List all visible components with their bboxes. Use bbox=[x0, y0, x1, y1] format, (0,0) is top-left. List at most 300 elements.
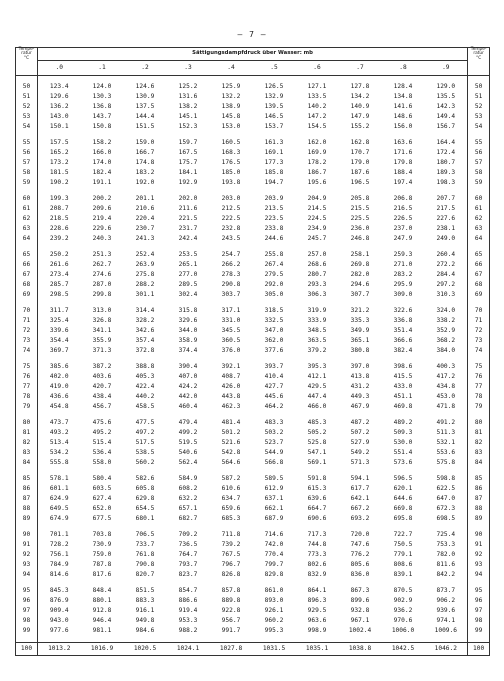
table-row bbox=[16, 438, 490, 448]
temperature-cell: 88 bbox=[468, 504, 490, 514]
pressure-cell: 225.5 bbox=[350, 214, 370, 222]
pressure-cell: 662.1 bbox=[264, 504, 284, 512]
table-row bbox=[16, 504, 490, 514]
pressure-cell: 445.6 bbox=[264, 392, 284, 400]
pressure-cell: 497.2 bbox=[135, 428, 155, 436]
pressure-cell: 371.3 bbox=[92, 346, 112, 354]
pressure-cell: 627.4 bbox=[92, 494, 112, 502]
pressure-cell: 530.0 bbox=[393, 438, 413, 446]
table-row bbox=[16, 316, 490, 326]
pressure-cell: 274.6 bbox=[92, 270, 112, 278]
pressure-cell: 208.7 bbox=[38, 204, 81, 214]
pressure-cell: 217.5 bbox=[425, 204, 468, 214]
pressure-cell: 252.4 bbox=[135, 250, 155, 258]
pressure-cell: 174.0 bbox=[92, 158, 112, 166]
temperature-cell: 98 bbox=[16, 616, 38, 626]
pressure-cell: 408.7 bbox=[221, 372, 241, 380]
pressure-cell: 204.9 bbox=[307, 194, 327, 202]
pressure-cell: 219.4 bbox=[92, 214, 112, 222]
page-number: — 7 — bbox=[237, 30, 267, 39]
pressure-cell: 511.3 bbox=[425, 428, 468, 438]
pressure-cell: 499.2 bbox=[178, 428, 198, 436]
temperature-cell: 54 bbox=[16, 122, 38, 132]
pressure-cell: 164.4 bbox=[425, 138, 468, 148]
pressure-cell: 231.7 bbox=[178, 224, 198, 232]
pressure-cell: 140.2 bbox=[307, 102, 327, 110]
pressure-cell: 558.0 bbox=[92, 458, 112, 466]
pressure-cell: 289.5 bbox=[178, 280, 198, 288]
pressure-cell: 166.0 bbox=[92, 148, 112, 156]
temperature-cell: 53 bbox=[16, 112, 38, 122]
pressure-cell: 223.5 bbox=[264, 214, 284, 222]
pressure-cell: 693.2 bbox=[350, 514, 370, 522]
pressure-cell: 162.8 bbox=[350, 138, 370, 146]
pressure-cell: 1024.1 bbox=[167, 643, 210, 656]
pressure-cell: 1013.2 bbox=[38, 643, 81, 656]
pressure-cell: 790.8 bbox=[135, 560, 155, 568]
pressure-cell: 242.4 bbox=[178, 234, 198, 242]
pressure-cell: 764.7 bbox=[178, 550, 198, 558]
pressure-cell: 220.4 bbox=[135, 214, 155, 222]
pressure-cell: 203.9 bbox=[264, 194, 284, 202]
pressure-cell: 159.7 bbox=[178, 138, 198, 146]
pressure-cell: 407.0 bbox=[178, 372, 198, 380]
fraction-header: .8 bbox=[382, 61, 425, 76]
pressure-cell: 179.8 bbox=[393, 158, 413, 166]
pressure-cell: 331.0 bbox=[221, 316, 241, 324]
temperature-cell: 59 bbox=[16, 178, 38, 188]
pressure-cell: 761.8 bbox=[135, 550, 155, 558]
pressure-cell: 493.2 bbox=[38, 428, 81, 438]
pressure-cell: 594.1 bbox=[350, 474, 370, 482]
pressure-cell: 796.7 bbox=[221, 560, 241, 568]
pressure-cell: 305.0 bbox=[264, 290, 284, 298]
pressure-cell: 652.0 bbox=[92, 504, 112, 512]
pressure-cell: 1038.8 bbox=[339, 643, 382, 656]
pressure-cell: 200.2 bbox=[92, 194, 112, 202]
pressure-cell: 280.7 bbox=[307, 270, 327, 278]
temperature-cell: 65 bbox=[468, 250, 490, 260]
pressure-cell: 912.8 bbox=[92, 606, 112, 614]
pressure-cell: 922.8 bbox=[221, 606, 241, 614]
pressure-cell: 429.5 bbox=[307, 382, 327, 390]
temperature-cell: 100 bbox=[16, 643, 38, 656]
temperature-cell: 70 bbox=[16, 306, 38, 316]
pressure-cell: 238.1 bbox=[425, 224, 468, 234]
pressure-cell: 412.1 bbox=[307, 372, 327, 380]
pressure-cell: 172.4 bbox=[425, 148, 468, 158]
pressure-cell: 624.9 bbox=[38, 494, 81, 504]
pressure-cell: 657.1 bbox=[178, 504, 198, 512]
pressure-cell: 245.7 bbox=[307, 234, 327, 242]
pressure-cell: 209.6 bbox=[92, 204, 112, 212]
pressure-cell: 169.9 bbox=[307, 148, 327, 156]
pressure-cell: 587.2 bbox=[221, 474, 241, 482]
pressure-cell: 988.2 bbox=[178, 626, 198, 634]
temperature-cell: 71 bbox=[16, 316, 38, 326]
table-row bbox=[16, 458, 490, 468]
pressure-cell: 981.1 bbox=[92, 626, 112, 634]
pressure-cell: 733.7 bbox=[135, 540, 155, 548]
pressure-cell: 318.5 bbox=[264, 306, 284, 314]
table-row bbox=[16, 484, 490, 494]
pressure-cell: 747.6 bbox=[350, 540, 370, 548]
pressure-cell: 163.6 bbox=[393, 138, 413, 146]
pressure-cell: 462.3 bbox=[221, 402, 241, 410]
pressure-cell: 376.0 bbox=[221, 346, 241, 354]
pressure-cell: 216.5 bbox=[393, 204, 413, 212]
pressure-cell: 194.7 bbox=[264, 178, 284, 186]
pressure-cell: 698.5 bbox=[425, 514, 468, 524]
table-row bbox=[16, 514, 490, 524]
pressure-cell: 135.5 bbox=[425, 92, 468, 102]
pressure-cell: 823.7 bbox=[178, 570, 198, 578]
pressure-cell: 173.2 bbox=[38, 158, 81, 168]
pressure-cell: 949.8 bbox=[135, 616, 155, 624]
pressure-cell: 143.7 bbox=[92, 112, 112, 120]
pressure-cell: 175.7 bbox=[178, 158, 198, 166]
pressure-cell: 517.5 bbox=[135, 438, 155, 446]
pressure-cell: 183.2 bbox=[135, 168, 155, 176]
pressure-cell: 360.5 bbox=[221, 336, 241, 344]
table-row bbox=[16, 540, 490, 550]
pressure-cell: 207.7 bbox=[425, 194, 468, 204]
pressure-cell: 1020.5 bbox=[124, 643, 167, 656]
pressure-cell: 509.3 bbox=[393, 428, 413, 436]
pressure-cell: 263.9 bbox=[135, 260, 155, 268]
temperature-cell: 80 bbox=[16, 418, 38, 428]
pressure-cell: 615.3 bbox=[307, 484, 327, 492]
pressure-cell: 124.6 bbox=[135, 82, 155, 90]
pressure-cell: 333.9 bbox=[307, 316, 327, 324]
pressure-cell: 138.9 bbox=[221, 102, 241, 110]
pressure-cell: 501.2 bbox=[221, 428, 241, 436]
pressure-cell: 426.0 bbox=[221, 382, 241, 390]
pressure-cell: 870.5 bbox=[393, 586, 413, 594]
pressure-cell: 680.1 bbox=[135, 514, 155, 522]
vapor-pressure-table bbox=[15, 47, 490, 656]
pressure-cell: 160.5 bbox=[221, 138, 241, 146]
pressure-cell: 284.4 bbox=[425, 270, 468, 280]
table-row bbox=[16, 270, 490, 280]
temperature-cell: 64 bbox=[468, 234, 490, 244]
fraction-header: .3 bbox=[167, 61, 210, 76]
pressure-cell: 236.0 bbox=[350, 224, 370, 232]
pressure-cell: 141.6 bbox=[393, 102, 413, 110]
pressure-cell: 224.5 bbox=[307, 214, 327, 222]
pressure-cell: 943.0 bbox=[38, 616, 81, 626]
pressure-cell: 229.6 bbox=[92, 224, 112, 232]
pressure-cell: 137.5 bbox=[135, 102, 155, 110]
pressure-cell: 513.4 bbox=[38, 438, 81, 448]
pressure-cell: 168.3 bbox=[221, 148, 241, 156]
table-row bbox=[16, 138, 490, 148]
pressure-cell: 415.5 bbox=[393, 372, 413, 380]
pressure-cell: 701.1 bbox=[38, 530, 81, 540]
pressure-cell: 433.0 bbox=[393, 382, 413, 390]
pressure-cell: 203.0 bbox=[221, 194, 241, 202]
pressure-cell: 299.8 bbox=[92, 290, 112, 298]
pressure-cell: 210.6 bbox=[135, 204, 155, 212]
pressure-cell: 322.6 bbox=[393, 306, 413, 314]
pressure-cell: 315.8 bbox=[178, 306, 198, 314]
pressure-cell: 919.4 bbox=[178, 606, 198, 614]
pressure-cell: 130.3 bbox=[92, 92, 112, 100]
temperature-cell: 70 bbox=[468, 306, 490, 316]
pressure-cell: 560.2 bbox=[135, 458, 155, 466]
pressure-cell: 447.4 bbox=[307, 392, 327, 400]
temperature-cell: 52 bbox=[16, 102, 38, 112]
pressure-cell: 632.2 bbox=[178, 494, 198, 502]
temperature-cell: 55 bbox=[468, 138, 490, 148]
pressure-cell: 703.8 bbox=[92, 530, 112, 538]
table-row bbox=[16, 194, 490, 204]
pressure-cell: 436.6 bbox=[38, 392, 81, 402]
pressure-cell: 629.8 bbox=[135, 494, 155, 502]
pressure-cell: 742.0 bbox=[264, 540, 284, 548]
pressure-cell: 124.0 bbox=[92, 82, 112, 90]
pressure-cell: 177.3 bbox=[264, 158, 284, 166]
pressure-cell: 442.0 bbox=[178, 392, 198, 400]
temperature-cell: 66 bbox=[468, 260, 490, 270]
fraction-header: .6 bbox=[296, 61, 339, 76]
temperature-cell: 97 bbox=[468, 606, 490, 616]
temperature-cell: 92 bbox=[468, 550, 490, 560]
temperature-cell: 77 bbox=[468, 382, 490, 392]
temperature-cell: 61 bbox=[468, 204, 490, 214]
table-row bbox=[16, 102, 490, 112]
table-row bbox=[16, 428, 490, 438]
temperature-cell: 85 bbox=[468, 474, 490, 484]
temperature-cell: 55 bbox=[16, 138, 38, 148]
temperature-cell: 84 bbox=[468, 458, 490, 468]
temperature-cell: 75 bbox=[468, 362, 490, 372]
pressure-cell: 805.6 bbox=[350, 560, 370, 568]
pressure-cell: 165.2 bbox=[38, 148, 81, 158]
pressure-cell: 808.6 bbox=[393, 560, 413, 568]
pressure-cell: 690.6 bbox=[307, 514, 327, 522]
pressure-cell: 896.3 bbox=[307, 596, 327, 604]
pressure-cell: 151.5 bbox=[135, 122, 155, 130]
pressure-cell: 867.3 bbox=[350, 586, 370, 594]
pressure-cell: 138.2 bbox=[178, 102, 198, 110]
temperature-cell: 99 bbox=[16, 626, 38, 636]
pressure-cell: 226.5 bbox=[393, 214, 413, 222]
temperature-cell: 95 bbox=[16, 586, 38, 596]
temperature-cell: 64 bbox=[16, 234, 38, 244]
pressure-cell: 275.8 bbox=[135, 270, 155, 278]
table-row bbox=[16, 586, 490, 596]
pressure-cell: 282.0 bbox=[350, 270, 370, 278]
table-row bbox=[16, 158, 490, 168]
pressure-cell: 787.8 bbox=[92, 560, 112, 568]
pressure-cell: 473.7 bbox=[38, 418, 81, 428]
pressure-cell: 197.4 bbox=[393, 178, 413, 186]
pressure-cell: 140.9 bbox=[350, 102, 370, 110]
table-row bbox=[16, 148, 490, 158]
temperature-cell: 83 bbox=[468, 448, 490, 458]
pressure-cell: 180.7 bbox=[425, 158, 468, 168]
pressure-cell: 608.2 bbox=[178, 484, 198, 492]
pressure-cell: 260.4 bbox=[425, 250, 468, 260]
pressure-cell: 390.4 bbox=[178, 362, 198, 370]
temperature-cell: 72 bbox=[16, 326, 38, 336]
fraction-header: .9 bbox=[425, 61, 468, 76]
pressure-cell: 589.5 bbox=[264, 474, 284, 482]
pressure-cell: 393.7 bbox=[264, 362, 284, 370]
pressure-cell: 744.8 bbox=[307, 540, 327, 548]
pressure-cell: 247.9 bbox=[393, 234, 413, 242]
pressure-cell: 410.4 bbox=[264, 372, 284, 380]
table-row bbox=[16, 392, 490, 402]
pressure-cell: 166.7 bbox=[135, 148, 155, 156]
pressure-cell: 214.5 bbox=[307, 204, 327, 212]
pressure-cell: 946.4 bbox=[92, 616, 112, 624]
pressure-cell: 578.1 bbox=[38, 474, 81, 484]
pressure-cell: 349.9 bbox=[350, 326, 370, 334]
temperature-cell: 73 bbox=[468, 336, 490, 346]
pressure-cell: 617.7 bbox=[350, 484, 370, 492]
temperature-cell: 86 bbox=[16, 484, 38, 494]
pressure-cell: 131.6 bbox=[178, 92, 198, 100]
pressure-cell: 1031.5 bbox=[253, 643, 296, 656]
pressure-cell: 434.8 bbox=[425, 382, 468, 392]
pressure-cell: 380.8 bbox=[350, 346, 370, 354]
pressure-cell: 167.5 bbox=[178, 148, 198, 156]
pressure-cell: 402.0 bbox=[38, 372, 81, 382]
pressure-cell: 562.4 bbox=[178, 458, 198, 466]
pressure-cell: 564.6 bbox=[221, 458, 241, 466]
pressure-cell: 311.7 bbox=[38, 306, 81, 316]
pressure-cell: 525.8 bbox=[307, 438, 327, 446]
pressure-cell: 974.1 bbox=[425, 616, 468, 626]
pressure-cell: 146.5 bbox=[264, 112, 284, 120]
pressure-cell: 369.7 bbox=[38, 346, 81, 356]
pressure-cell: 460.4 bbox=[178, 402, 198, 410]
pressure-cell: 582.6 bbox=[135, 474, 155, 482]
pressure-cell: 453.0 bbox=[425, 392, 468, 402]
temperature-cell: 51 bbox=[16, 92, 38, 102]
pressure-cell: 184.1 bbox=[178, 168, 198, 176]
pressure-cell: 857.8 bbox=[221, 586, 241, 594]
pressure-cell: 736.5 bbox=[178, 540, 198, 548]
pressure-cell: 672.3 bbox=[425, 504, 468, 514]
pressure-cell: 174.8 bbox=[135, 158, 155, 166]
pressure-cell: 202.0 bbox=[178, 194, 198, 202]
pressure-cell: 348.5 bbox=[307, 326, 327, 334]
pressure-cell: 685.3 bbox=[221, 514, 241, 522]
pressure-cell: 720.0 bbox=[350, 530, 370, 538]
pressure-cell: 725.4 bbox=[425, 530, 468, 540]
pressure-cell: 601.1 bbox=[38, 484, 81, 494]
pressure-cell: 848.4 bbox=[92, 586, 112, 594]
pressure-cell: 303.7 bbox=[221, 290, 241, 298]
temperature-cell: 76 bbox=[16, 372, 38, 382]
temperature-cell: 92 bbox=[16, 550, 38, 560]
temperature-cell: 99 bbox=[468, 626, 490, 636]
pressure-cell: 682.7 bbox=[178, 514, 198, 522]
pressure-cell: 392.1 bbox=[221, 362, 241, 370]
pressure-cell: 417.2 bbox=[425, 372, 468, 382]
pressure-cell: 507.2 bbox=[350, 428, 370, 436]
pressure-cell: 467.9 bbox=[350, 402, 370, 410]
temperature-cell: 62 bbox=[468, 214, 490, 224]
pressure-cell: 695.8 bbox=[393, 514, 413, 522]
pressure-cell: 902.9 bbox=[393, 596, 413, 604]
pressure-cell: 227.6 bbox=[425, 214, 468, 224]
pressure-cell: 298.5 bbox=[38, 290, 81, 300]
temperature-cell: 65 bbox=[16, 250, 38, 260]
table-row bbox=[16, 290, 490, 300]
pressure-cell: 527.9 bbox=[350, 438, 370, 446]
pressure-cell: 523.7 bbox=[264, 438, 284, 446]
pressure-cell: 249.0 bbox=[425, 234, 468, 244]
table-row bbox=[16, 448, 490, 458]
temperature-cell: 71 bbox=[468, 316, 490, 326]
pressure-cell: 926.1 bbox=[264, 606, 284, 614]
pressure-cell: 147.2 bbox=[307, 112, 327, 120]
pressure-cell: 176.5 bbox=[221, 158, 241, 166]
pressure-cell: 136.2 bbox=[38, 102, 81, 112]
table-row bbox=[16, 494, 490, 504]
temperature-cell: 57 bbox=[468, 158, 490, 168]
pressure-cell: 706.5 bbox=[135, 530, 155, 538]
pressure-cell: 995.3 bbox=[264, 626, 284, 634]
pressure-cell: 880.1 bbox=[92, 596, 112, 604]
pressure-cell: 861.0 bbox=[264, 586, 284, 594]
pressure-cell: 793.7 bbox=[178, 560, 198, 568]
pressure-cell: 826.8 bbox=[221, 570, 241, 578]
pressure-cell: 515.4 bbox=[92, 438, 112, 446]
temperature-cell: 96 bbox=[468, 596, 490, 606]
pressure-cell: 709.2 bbox=[178, 530, 198, 538]
pressure-cell: 776.2 bbox=[350, 550, 370, 558]
pressure-cell: 301.1 bbox=[135, 290, 155, 298]
pressure-cell: 365.1 bbox=[350, 336, 370, 344]
pressure-cell: 136.8 bbox=[92, 102, 112, 110]
temperature-cell: 82 bbox=[16, 438, 38, 448]
pressure-cell: 998.9 bbox=[307, 626, 327, 634]
pressure-cell: 142.3 bbox=[425, 102, 468, 112]
temperature-cell: 91 bbox=[468, 540, 490, 550]
pressure-cell: 205.8 bbox=[350, 194, 370, 202]
pressure-cell: 240.3 bbox=[92, 234, 112, 242]
pressure-cell: 431.2 bbox=[350, 382, 370, 390]
temperature-cell: 93 bbox=[468, 560, 490, 570]
pressure-cell: 132.2 bbox=[221, 92, 241, 100]
pressure-cell: 288.2 bbox=[135, 280, 155, 288]
pressure-cell: 591.8 bbox=[307, 474, 327, 482]
pressure-cell: 398.6 bbox=[393, 362, 413, 370]
temperature-cell: 62 bbox=[16, 214, 38, 224]
pressure-cell: 491.2 bbox=[425, 418, 468, 428]
pressure-cell: 549.2 bbox=[350, 448, 370, 456]
pressure-cell: 784.9 bbox=[38, 560, 81, 570]
pressure-cell: 325.4 bbox=[38, 316, 81, 326]
pressure-cell: 782.0 bbox=[425, 550, 468, 560]
pressure-cell: 603.5 bbox=[92, 484, 112, 492]
pressure-cell: 267.4 bbox=[264, 260, 284, 268]
fraction-header: .0 bbox=[38, 61, 81, 76]
pressure-cell: 324.0 bbox=[425, 306, 468, 316]
pressure-cell: 384.0 bbox=[425, 346, 468, 356]
pressure-cell: 257.0 bbox=[307, 250, 327, 258]
pressure-cell: 612.9 bbox=[264, 484, 284, 492]
table-row bbox=[16, 626, 490, 636]
pressure-cell: 449.3 bbox=[350, 392, 370, 400]
pressure-cell: 268.6 bbox=[307, 260, 327, 268]
pressure-cell: 126.5 bbox=[264, 82, 284, 90]
